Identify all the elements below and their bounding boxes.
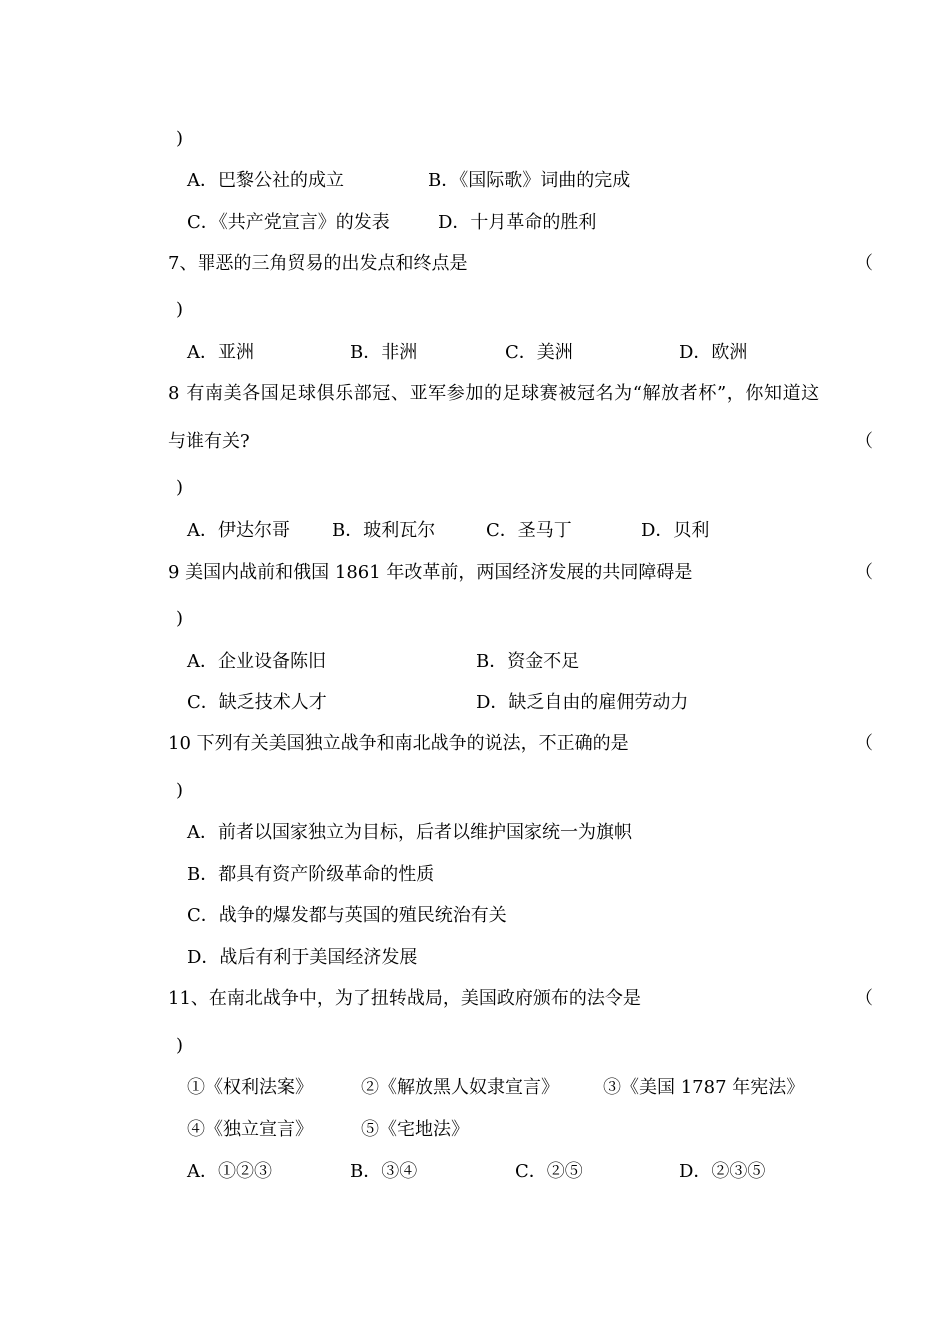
- q11-option-d: D．②③⑤: [679, 1161, 766, 1182]
- q9-option-a: A．企业设备陈旧: [187, 651, 326, 672]
- q10-option-a: A．前者以国家独立为目标，后者以维护国家统一为旗帜: [187, 822, 632, 843]
- q6-option-d: D．十月革命的胜利: [438, 212, 597, 233]
- q9-open-paren: （: [855, 562, 873, 583]
- q9-option-c: C．缺乏技术人才: [187, 692, 327, 713]
- q9-option-d: D．缺乏自由的雇佣劳动力: [476, 692, 689, 713]
- q10-option-d: D．战后有利于美国经济发展: [187, 947, 418, 968]
- q11-option-a: A．①②③: [187, 1161, 272, 1182]
- q9-close-paren: ): [176, 608, 184, 629]
- q8-option-c: C．圣马丁: [486, 520, 572, 541]
- q11-option-c: C．②⑤: [515, 1161, 583, 1182]
- q10-open-paren: （: [855, 733, 873, 754]
- q8-option-a: A．伊达尔哥: [187, 520, 290, 541]
- q11-item-3: ③《美国 1787 年宪法》: [603, 1077, 805, 1098]
- q11-item-5: ⑤《宅地法》: [361, 1119, 469, 1140]
- q11-stem: 11、在南北战争中，为了扭转战局，美国政府颁布的法令是: [168, 988, 641, 1009]
- q8-stem-line1: 8 有南美各国足球俱乐部冠、亚军参加的足球赛被冠名为“解放者杯”，你知道这: [168, 383, 820, 404]
- q10-option-c: C．战争的爆发都与英国的殖民统治有关: [187, 905, 507, 926]
- q7-option-a: A．亚洲: [187, 342, 254, 363]
- q7-option-d: D．欧洲: [679, 342, 748, 363]
- q11-item-2: ②《解放黑人奴隶宣言》: [361, 1077, 559, 1098]
- q10-option-b: B．都具有资产阶级革命的性质: [187, 864, 435, 885]
- q9-stem: 9 美国内战前和俄国 1861 年改革前，两国经济发展的共同障碍是: [168, 562, 693, 583]
- q10-close-paren: ): [176, 780, 184, 801]
- q7-open-paren: （: [855, 253, 873, 274]
- q10-stem: 10 下列有关美国独立战争和南北战争的说法，不正确的是: [168, 733, 629, 754]
- q8-option-d: D．贝利: [641, 520, 710, 541]
- q11-item-1: ①《权利法案》: [187, 1077, 313, 1098]
- q6-option-b: B．《国际歌》词曲的完成: [428, 170, 631, 191]
- q7-close-paren: ): [176, 299, 184, 320]
- q8-close-paren: ): [176, 477, 184, 498]
- q6-option-a: A．巴黎公社的成立: [187, 170, 344, 191]
- q7-stem: 7、罪恶的三角贸易的出发点和终点是: [168, 253, 468, 274]
- q11-item-4: ④《独立宣言》: [187, 1119, 313, 1140]
- q8-option-b: B．玻利瓦尔: [332, 520, 436, 541]
- q11-open-paren: （: [855, 988, 873, 1009]
- q8-stem-line2: 与谁有关?: [168, 431, 250, 452]
- q8-open-paren: （: [855, 431, 873, 452]
- q7-option-c: C．美洲: [505, 342, 573, 363]
- q7-option-b: B．非洲: [350, 342, 418, 363]
- q6-option-c: C．《共产党宣言》的发表: [187, 212, 390, 233]
- q9-option-b: B．资金不足: [476, 651, 580, 672]
- q11-option-b: B．③④: [350, 1161, 418, 1182]
- q11-close-paren: ): [176, 1035, 184, 1056]
- q6-close-paren: ): [176, 128, 184, 149]
